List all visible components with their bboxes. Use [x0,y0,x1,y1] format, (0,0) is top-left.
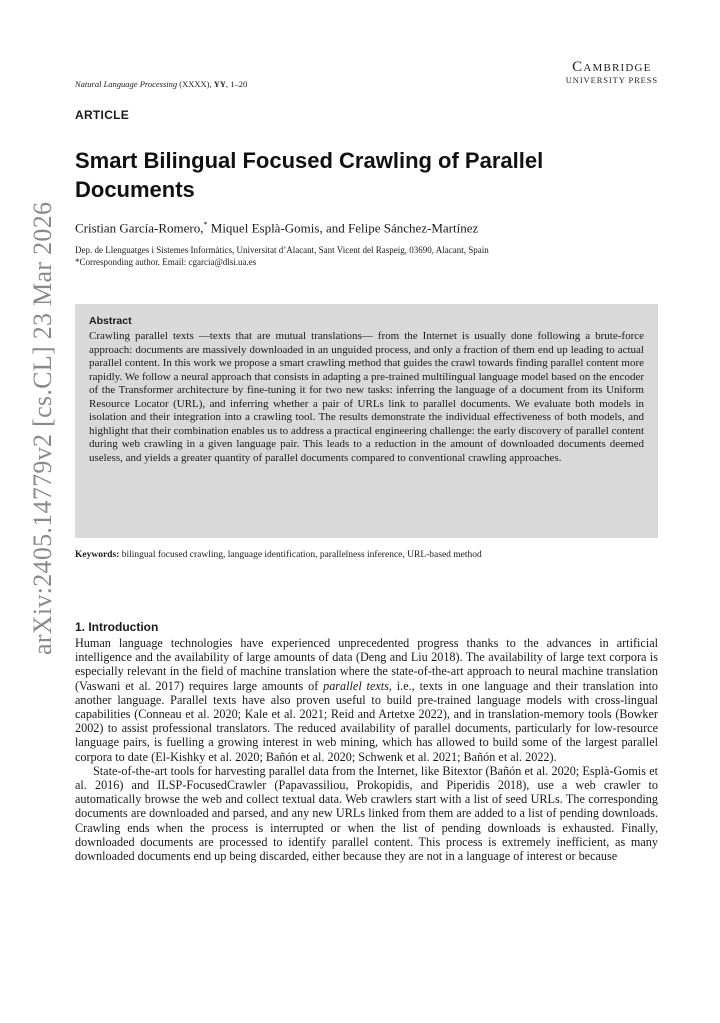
paragraph-1 [75,636,658,764]
cambridge-logo-line1: Cambridge [572,59,652,75]
article-type-label: ARTICLE [75,108,130,122]
cambridge-logo [566,60,658,85]
running-head-issue: (XXXX), [177,79,214,89]
keywords-text: bilingual focused crawling, language identification, parallelness inference, URL-based method [119,550,482,560]
section-heading: 1. Introduction [75,620,159,634]
corresponding-mark: * [203,220,208,229]
paragraph-1-emphasis: parallel texts [323,678,389,693]
abstract-text: Crawling parallel texts —texts that are mutual translations— from the Internet is usually done following a brute-force approach: documents are massively downloaded in an unguided process, and only a fraction of them end up leading to actual parallel content. In this work we propose a smart crawling method that guides the crawl towards finding parallel content more rapidly. We follow a neural approach that consists in adapting a pre-trained multilingual language model based on the encoder of the Transformer architecture by fine-tuning it for two new tasks: inferring the language of a document from its Uniform Resource Locator (URL), and inferring whether a pair of URLs link to parallel documents. We evaluate both models in isolation and their integration into a crawling tool. The results demonstrate the individual effectiveness of both models, and highlight that their combination enables us to address a practical engineering challenge: the early discovery of parallel content during web crawling in a given language pair. This leads to a reduction in the amount of downloaded documents deemed useless, and yields a greater quantity of parallel documents compared to conventional crawling approaches. [89,330,644,464]
keywords [75,550,482,560]
author-list [75,220,478,236]
author-first: Cristian García-Romero, [75,220,204,236]
arxiv-side-stamp: arXiv:2405.14779v2 [cs.CL] 23 Mar 2026 [28,201,57,655]
running-head [75,79,247,89]
keywords-label: Keywords: [75,550,120,560]
author-rest: Miquel Esplà-Gomis, and Felipe Sánchez-Martínez [207,220,479,236]
journal-name: Natural Language Processing [75,79,178,89]
abstract-box [75,304,658,538]
paragraph-2: State-of-the-art tools for harvesting parallel data from the Internet, like Bitextor (Bañón et al. 2020; Esplà-Gomis et al. 2016) and ILSP-FocusedCrawler (Papavassiliou, Prokopidis, and Piperidis 2018), use a web crawler to automatically browse the web and collect textual data. Web crawlers start with a list of seed URLs. The corresponding documents are downloaded and parsed, and any new URLs linked from them are added to a list of pending downloads. Crawling ends when the process is interrupted or when the list of pending downloads is exhausted. Finally, downloaded documents are processed to identify parallel content. This process is extremely inefficient, as many downloaded documents end up being discarded, either because they are not in a language of interest or because [75,763,658,864]
paragraph-1-part-b: , i.e., texts in one language and their translation into another language. Parallel texts have also proven useful to build pre-trained language models with cross-lingual capabilities (Conneau et al. 2020; Kale et al. 2021; Reid and Artetxe 2022), and in translation-memory tools (Bowker 2002) to assist professional translators. The reduced availability of parallel documents, particularly for low-resource language pairs, is fuelling a growing interest in web mining, which has allowed to build some of the largest parallel corpora to date (El-Kishky et al. 2020; Bañón et al. 2020; Schwenk et al. 2021; Bañón et al. 2022). [75,678,658,764]
running-head-volume: YY [213,79,227,89]
cambridge-logo-line2: UNIVERSITY PRESS [565,75,658,85]
body-text [75,636,658,863]
abstract-heading: Abstract [89,315,132,327]
affiliation: Dep. de Llenguatges i Sistemes Informàtics, Universitat d’Alacant, Sant Vicent del Raspeig, 03690, Alacant, Spain [75,245,489,255]
paper-title: Smart Bilingual Focused Crawling of Parallel Documents [75,148,544,202]
affiliation-block [75,244,675,268]
paragraph-1-part-a: Human language technologies have experienced unprecedented progress thanks to the advances in artificial intelligence and the availability of large amounts of data (Deng and Liu 2018). The availability of large text corpora is especially relevant in the field of machine translation where the state-of-the-art approach to neural machine translation (Vaswani et al. 2017) requires large amounts of [75,636,658,693]
running-head-pages: , 1–20 [226,79,248,89]
corresponding-author: *Corresponding author. Email: cgarcia@dlsi.ua.es [75,257,257,267]
